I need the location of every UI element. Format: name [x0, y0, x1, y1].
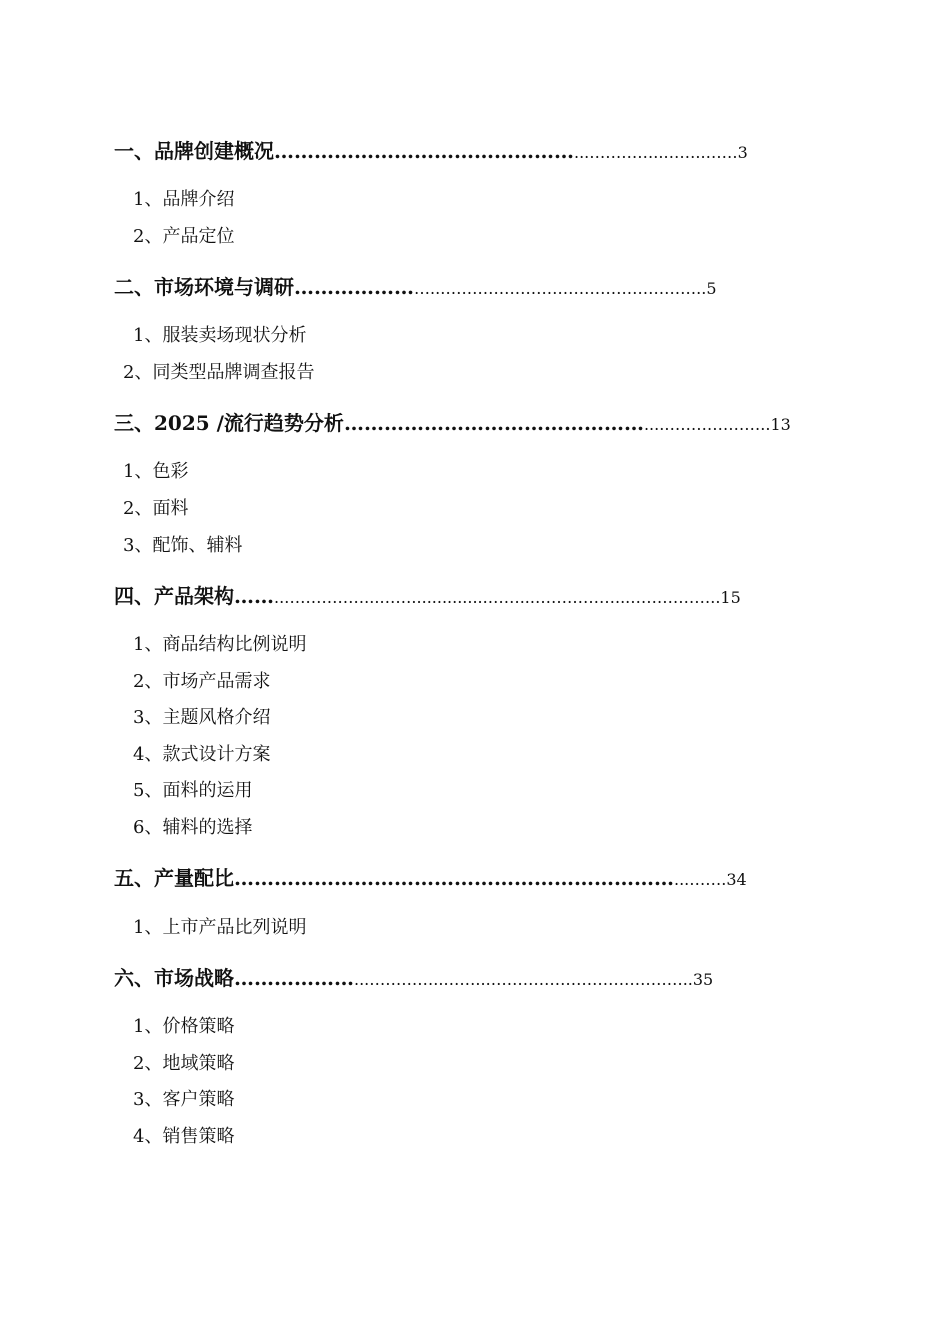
toc-item[interactable]: 3、配饰、辅料: [123, 535, 243, 556]
toc-dot-leader: ...…………..……..……: [574, 143, 738, 162]
toc-dot-leader: ……: [234, 584, 274, 608]
toc-page-number: 3: [737, 143, 748, 162]
toc-item[interactable]: 2、产品定位: [133, 226, 235, 247]
toc-item[interactable]: 6、辅料的选择: [133, 817, 253, 838]
toc-dot-leader: ...…………..……...………………………………..: [354, 970, 693, 989]
toc-page-number: 13: [770, 415, 791, 434]
toc-item[interactable]: 2、市场产品需求: [133, 671, 271, 692]
toc-page-number: 34: [726, 870, 747, 889]
toc-dot-leader: ………………………………………: [274, 139, 574, 163]
toc-item[interactable]: 2、地域策略: [133, 1053, 235, 1074]
toc-item[interactable]: 2、同类型品牌调查报告: [123, 362, 315, 383]
toc-dot-leader: ....………………..: [643, 415, 771, 434]
toc-item[interactable]: 3、主题风格介绍: [133, 707, 271, 728]
toc-item[interactable]: 1、价格策略: [133, 1016, 235, 1037]
toc-dot-leader: ...…….: [674, 870, 727, 889]
toc-dot-leader: ………………………………………: [343, 411, 644, 435]
toc-item[interactable]: 3、客户策略: [133, 1089, 235, 1110]
toc-heading-title: 四、产品架构: [114, 584, 234, 608]
toc-page-number: 5: [706, 279, 717, 298]
toc-item[interactable]: 5、面料的运用: [133, 780, 253, 801]
toc-heading-5[interactable]: [114, 865, 747, 893]
toc-page-number: 15: [720, 588, 741, 607]
toc-dot-leader: ..……………...……...............……...……………...……………..: [274, 588, 721, 607]
toc-dot-leader: …………………………………………………………: [234, 866, 674, 890]
toc-item[interactable]: 1、色彩: [123, 461, 189, 482]
toc-item[interactable]: 4、销售策略: [133, 1126, 235, 1147]
toc-page-number: 35: [692, 970, 714, 989]
toc-heading-title: 六、市场战略: [114, 966, 234, 990]
toc-item[interactable]: 1、商品结构比例说明: [133, 634, 307, 655]
toc-item[interactable]: 1、上市产品比列说明: [133, 917, 307, 938]
toc-item[interactable]: 1、服装卖场现状分析: [133, 325, 307, 346]
toc-heading-2[interactable]: [114, 274, 717, 302]
toc-heading-6[interactable]: [114, 965, 713, 993]
toc-heading-title: 三、2025 /流行趋势分析: [114, 411, 344, 435]
toc-heading-1[interactable]: [114, 138, 748, 166]
toc-dot-leader: ………………: [294, 275, 414, 299]
toc-heading-3[interactable]: [114, 410, 791, 438]
toc-heading-4[interactable]: [114, 583, 741, 611]
toc-heading-title: 二、市场环境与调研: [114, 275, 294, 299]
toc-dot-leader: ………………: [234, 966, 354, 990]
toc-heading-title: 五、产量配比: [114, 866, 234, 890]
toc-heading-title: 一、品牌创建概况: [114, 139, 274, 163]
toc-item[interactable]: 1、品牌介绍: [133, 189, 235, 210]
toc-item[interactable]: 4、款式设计方案: [133, 744, 271, 765]
toc-dot-leader: …..…………………………………………..: [414, 279, 707, 298]
toc-item[interactable]: 2、面料: [123, 498, 189, 519]
